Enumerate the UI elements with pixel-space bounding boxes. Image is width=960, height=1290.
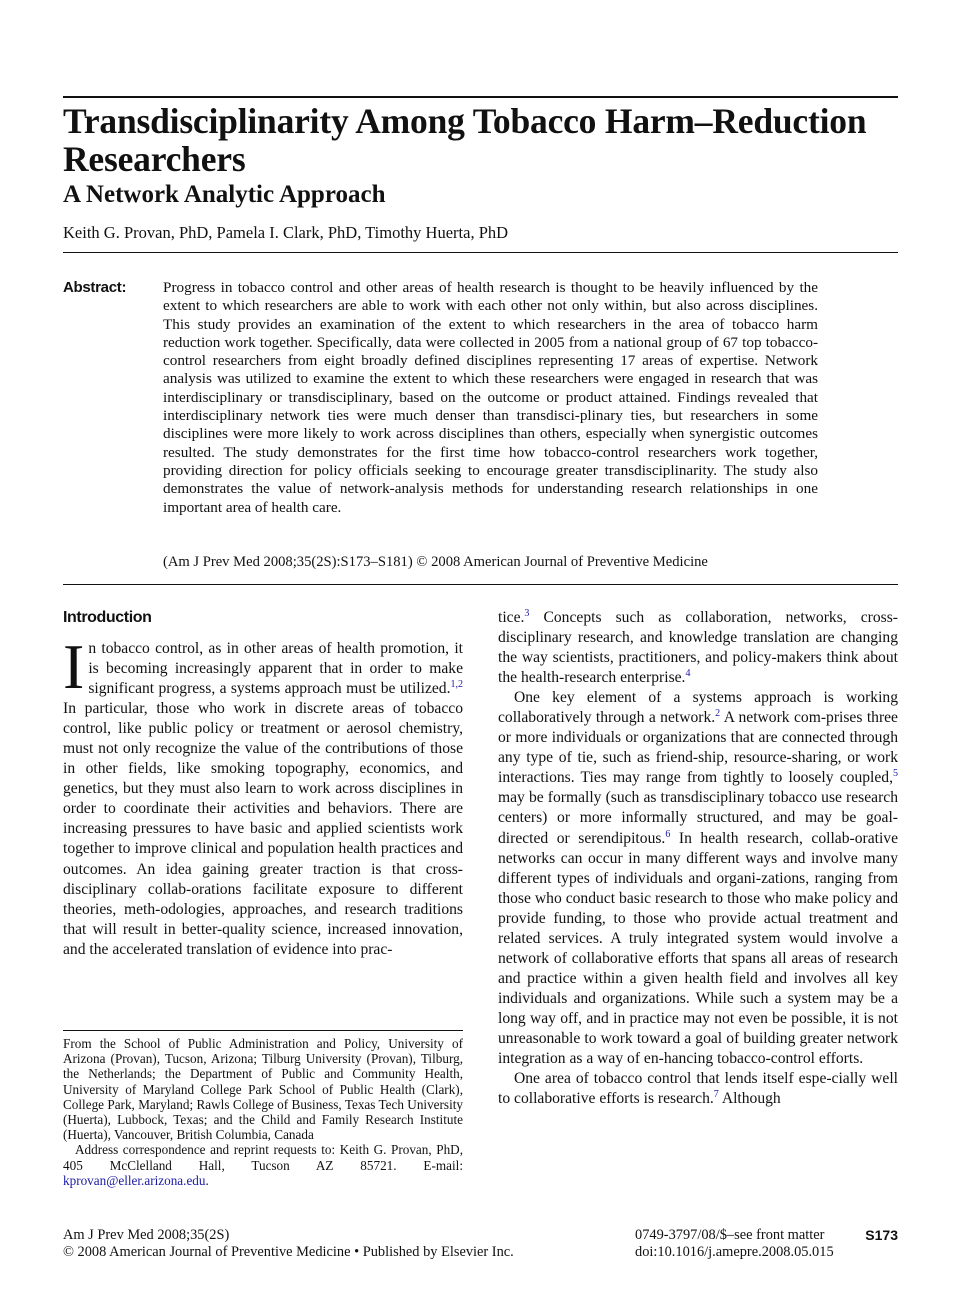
drop-cap: I [63, 631, 85, 702]
page-number: S173 [865, 1227, 898, 1243]
intro-paragraph-1 [63, 631, 463, 960]
right-column [498, 608, 898, 1109]
text-run: A network com-prises three or more individuals or organizations that are connected through any type of tie, such as friend-ship, resource-sharing, or work interactions. Ties may range from tightly to loosely coupled, [498, 709, 898, 787]
reference-link[interactable]: 6 [665, 828, 671, 840]
reference-link[interactable]: 3 [524, 608, 530, 619]
text-run: Although [718, 1090, 781, 1108]
footer-copyright: © 2008 American Journal of Preventive Medicine • Published by Elsevier Inc. [63, 1244, 514, 1260]
section-heading-introduction: Introduction [63, 609, 152, 626]
footer-doi[interactable]: doi:10.1016/j.amepre.2008.05.015 [635, 1244, 834, 1260]
footnote [63, 1036, 463, 1188]
footnote-correspondence [63, 1142, 463, 1188]
text-run: tice. [498, 609, 525, 626]
reference-link[interactable]: 7 [713, 1089, 719, 1101]
article-subtitle: A Network Analytic Approach [63, 181, 386, 208]
intro-text-1a: n tobacco control, as in other areas of health promotion, it is becoming increasingly apparent that in order to make significant progress, a systems approach must be utilized. [88, 640, 463, 698]
footer-issn: 0749-3797/08/$–see front matter [635, 1227, 825, 1243]
intro-text-1b: In particular, those who work in discrete areas of tobacco control, like public policy or treatment or aerosol chemistry, must not only recognize the value of the contributions of those in other fields, like smoking topography, economics, and genetics, but they must also learn to work across disciplines in order to coordinate their activities and behaviors. There are increasing pressures to have basic and applied scientists work together to improve clinical and population health practices and outcomes. An idea gaining greater traction is that cross-disciplinary collab-orations facilitate exposure to different theories, meth-odologies, approaches, and research traditions that will result in better-quality science, increased innovation, and the accelerated translation of evidence into prac- [63, 700, 463, 958]
footnote-affiliation: From the School of Public Administration and Policy, University of Arizona (Provan), Tucson, Arizona; Tilburg University (Provan), Tilburg, the Netherlands; the Department of Public and Community Health, University of Maryland College Park School of Public Health (Clark), College Park, Maryland; Rawls College of Business, Texas Tech University (Huerta), Lubbock, Texas; and the Child and Family Research Institute (Huerta), Vancouver, British Columbia, Canada [63, 1036, 463, 1143]
author-list: Keith G. Provan, PhD, Pamela I. Clark, PhD, Timothy Huerta, PhD [63, 223, 509, 242]
top-rule [63, 96, 898, 98]
footer-left [63, 1227, 514, 1261]
reference-link[interactable]: 4 [685, 668, 691, 680]
text-run: . [205, 1172, 209, 1188]
text-run: One key element of a systems approach is working collaboratively through a network. [498, 689, 898, 727]
abstract-label: Abstract: [63, 279, 127, 296]
left-column [63, 631, 463, 960]
text-run: may be formally (such as transdisciplinary tobacco use research centers) or more informally structured, and may be goal-directed or serendipitous. [498, 789, 898, 847]
footer-right [635, 1227, 898, 1261]
reference-link[interactable]: 2 [715, 708, 721, 720]
reference-link[interactable]: 5 [893, 768, 898, 780]
abstract-citation: (Am J Prev Med 2008;35(2S):S173–S181) © 2008 American Journal of Preventive Medicine [163, 554, 708, 570]
text-run: One area of tobacco control that lends itself espe-cially well to collaborative efforts is research. [498, 1070, 898, 1108]
reference-link[interactable]: 1,2 [450, 679, 463, 691]
correspondence-text: Address correspondence and reprint requests to: Keith G. Provan, PhD, 405 McClelland Hall, Tucson AZ 85721. E-mail: [63, 1142, 463, 1173]
text-run: Concepts such as collaboration, networks, cross-disciplinary research, and knowledge translation are changing the way scientists, practitioners, and policy-makers think about the health-research enterprise. [498, 609, 898, 687]
abstract-rule [63, 584, 898, 585]
abstract-text: Progress in tobacco control and other areas of health research is thought to be heavily influenced by the extent to which researchers are able to work with each other not only within, but also across disciplines. This study provides an examination of the extent to which researchers in the area of tobacco harm reduction work together. Specifically, data were collected in 2005 from a national group of 67 top tobacco-control researchers from eight broadly defined disciplines representing 17 areas of expertise. Network analysis was utilized to examine the extent to which these researchers were engaged in research that was interdisciplinary or transdisciplinary, based on the outcome or product attained. Findings revealed that interdisciplinary network ties were much denser than transdisci-plinary ties, but researchers in some disciplines were more likely to work across disciplines than others, especially when synergistic outcomes resulted. The study demonstrates for the first time how tobacco-control researchers work together, providing direction for policy officials seeking to encourage greater transdisciplinarity. The study also demonstrates the value of network-analysis methods for understanding research relationships in one important area of health care. [163, 279, 818, 516]
intro-paragraph-1-cont [498, 608, 898, 688]
email-link[interactable]: kprovan@eller.arizona.edu [63, 1172, 206, 1188]
text-run: In health research, collab-orative networks can occur in many different ways and involve many different types of individuals and organi-zations, ranging from those who conduct basic research to those who make policy and provide funding, to those who provide actual treatment and related services. A truly integrated system would involve a network of collaborative efforts that spans all areas of research and practice within a given health field and involves all key individuals and organizations. While such a system may be a long way off, and in practice may not even be possible, it is not unreasonable to work toward a goal of building greater network integration as a way of en-hancing tobacco-control efforts. [498, 829, 899, 1068]
footer-journal: Am J Prev Med 2008;35(2S) [63, 1227, 230, 1243]
footnote-rule [63, 1030, 463, 1031]
authors-rule [63, 252, 898, 253]
intro-paragraph-3 [498, 1069, 898, 1109]
article-title: Transdisciplinarity Among Tobacco Harm–Reduction Researchers [63, 101, 867, 179]
intro-paragraph-2 [498, 688, 898, 1069]
